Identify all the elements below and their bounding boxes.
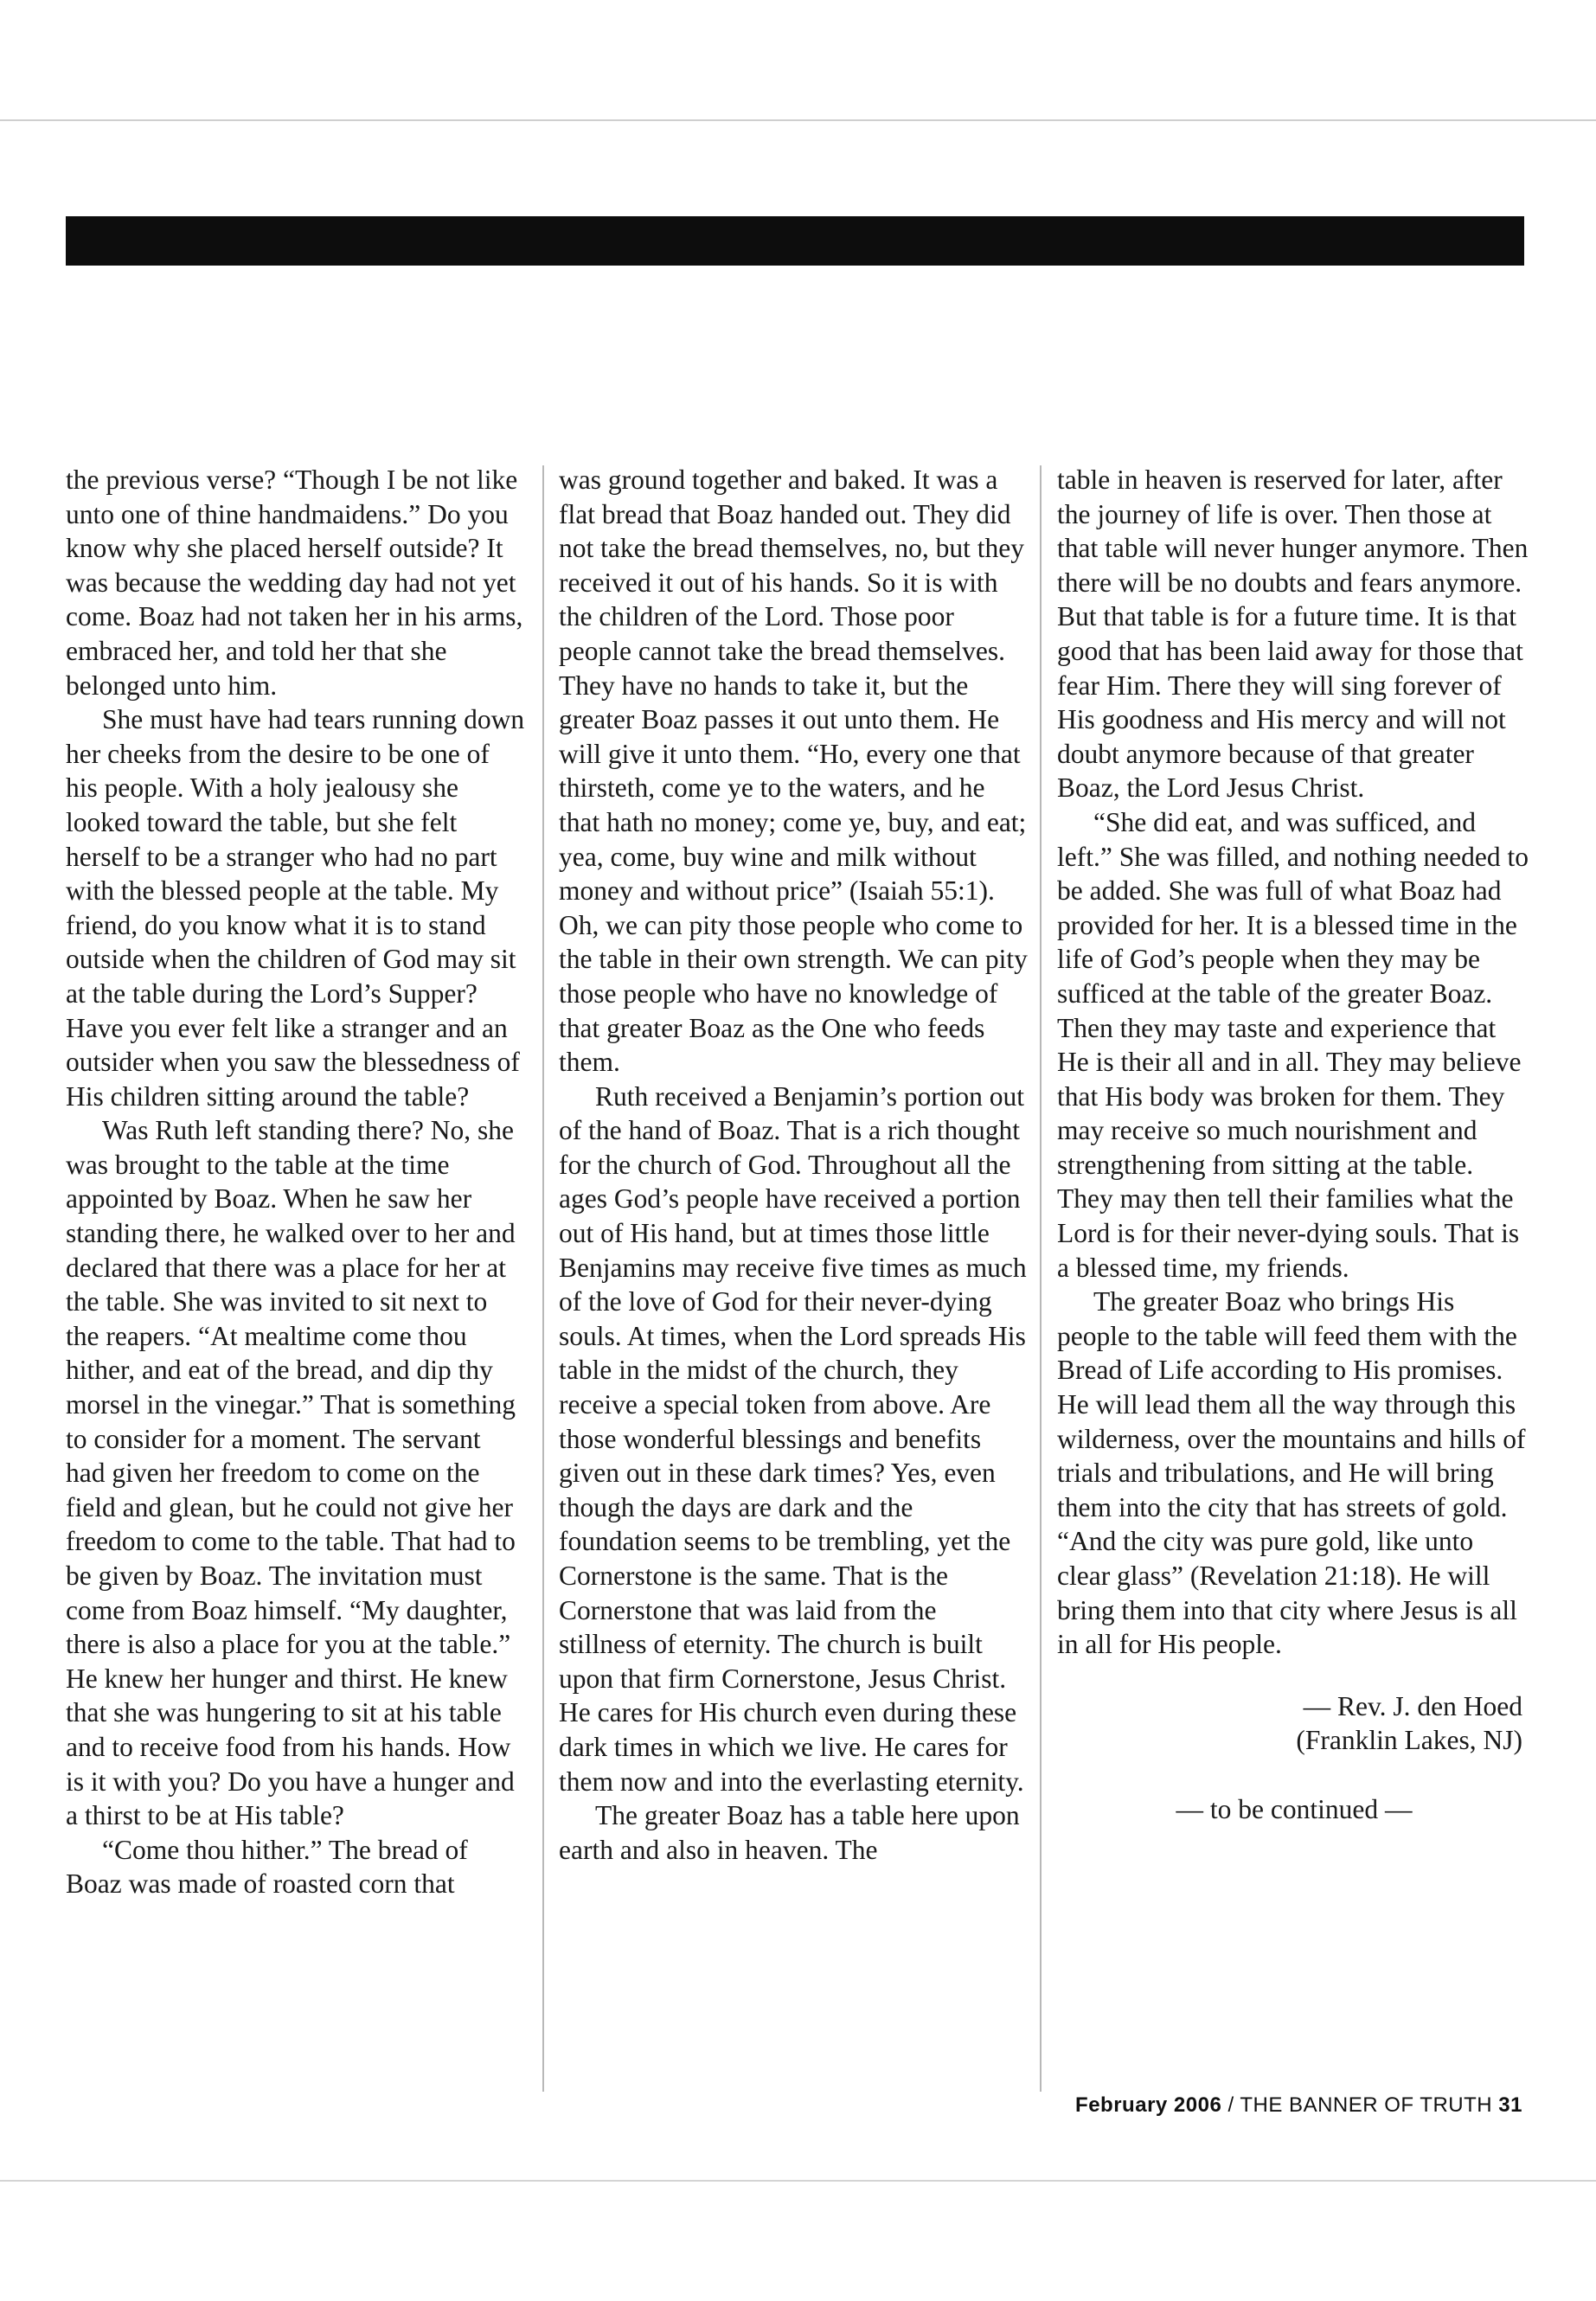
text-column-1 (66, 463, 526, 2106)
header-bar (66, 216, 1524, 266)
paragraph: was ground together and baked. It was a flat bread that Boaz handed out. They did not take the bread themselves, no, but they received it out of his hands. So it is with the children of the Lord. Those poor people cannot take the bread themselves. They have no hands to take it, but the greater Boaz passes it out unto them. He will give it unto them. “Ho, every one that thirsteth, come ye to the waters, and he that hath no money; come ye, buy, and eat; yea, come, buy wine and milk without money and without price” (Isaiah 55:1). Oh, we can pity those people who come to the table in their own strength. We can pity those people who have no knowledge of that greater Boaz as the One who feeds them. (559, 465, 1028, 1078)
top-rule (0, 119, 1596, 121)
author-signoff (1057, 1689, 1531, 1758)
footer-separator: / (1227, 2093, 1234, 2117)
to-be-continued: — to be continued — (1176, 1793, 1413, 1824)
paragraph: table in heaven is reserved for later, after the journey of life is over. Then those at that table will never hunger anymore. Then there will be no doubts and fears anymore. But that table is for a future time. It is that good that has been laid away for those that fear Him. There they will sing forever of His goodness and His mercy and will not doubt anymore because of that greater Boaz, the Lord Jesus Christ. (1057, 465, 1529, 804)
page-number: 31 (1498, 2093, 1522, 2117)
text-column-2 (559, 463, 1030, 2106)
issue-date: February 2006 (1075, 2093, 1222, 2117)
bottom-rule (0, 2180, 1596, 2182)
paragraph: “She did eat, and was sufficed, and left.” She was filled, and nothing needed to be added. She was full of what Boaz had provided for her. It is a blessed time in the life of God’s people when they may be sufficed at the table of the greater Boaz. Then they may taste and experience that He is their all and in all. They may believe that His body was broken for them. They may receive so much nourishment and strengthening from sitting at the table. They may then tell their families what the Lord is for their never-dying souls. That is a blessed time, my friends. (1057, 806, 1529, 1283)
page-footer (1038, 2093, 1522, 2118)
author-name: — Rev. J. den Hoed (1303, 1690, 1522, 1721)
paragraph: She must have had tears running down her cheeks from the desire to be one of his people. With a holy jealousy she looked toward the table, but she felt herself to be a stranger who had no part with the blessed people at the table. My friend, do you know what it is to stand outside when the children of God may sit at the table during the Lord’s Supper? Have you ever felt like a stranger and an outsider when you saw the blessedness of His children sitting around the table? (66, 704, 525, 1112)
paragraph: Ruth received a Benjamin’s portion out of the hand of Boaz. That is a rich thought for the church of God. Throughout all the ages God’s people have received a portion out of His hand, but at times those little Benjamins may receive five times as much of the love of God for their never-dying souls. At times, when the Lord spreads His table in the midst of the church, they receive a special token from above. Are those wonderful blessings and benefits given out in these dark times? Yes, even though the days are dark and the foundation seems to be trembling, yet the Cornerstone is the same. That is the Cornerstone that was laid from the stillness of eternity. The church is built upon that firm Cornerstone, Jesus Christ. He cares for His church even during these dark times in which we live. He cares for them now and into the everlasting eternity. (559, 1080, 1027, 1797)
paragraph: The greater Boaz who brings His people to the table will feed them with the Bread of Life according to His promises. He will lead them all the way through this wilderness, over the mountains and hills of trials and tribulations, and He will bring them into the city that has streets of gold. “And the city was pure gold, like unto clear glass” (Revelation 21:18). He will bring them into that city where Jesus is all in all for His people. (1057, 1286, 1526, 1660)
paragraph: Was Ruth left standing there? No, she was brought to the table at the time appointed by Boaz. When he saw her standing there, he walked over to her and declared that there was a place for her at the table. She was invited to sit next to the reapers. “At mealtime come thou hither, and eat of the bread, and dip thy morsel in the vinegar.” That is something to consider for a moment. The servant had given her freedom to come on the field and glean, but he could not give her freedom to come to the table. That had to be given by Boaz. The invitation must come from Boaz himself. “My daughter, there is also a place for you at the table.” He knew her hunger and thirst. He knew that she was hungering to sit at his table and to receive food from his hands. How is it with you? Do you have a hunger and a thirst to be at His table? (66, 1115, 516, 1831)
paragraph: “Come thou hither.” The bread of Boaz was made of roasted corn that (66, 1834, 468, 1900)
paragraph: The greater Boaz has a table here upon earth and also in heaven. The (559, 1800, 1020, 1865)
column-divider (542, 465, 544, 2092)
paragraph: the previous verse? “Though I be not like unto one of thine handmaidens.” Do you know why she placed herself outside? It was because the wedding day had not yet come. Boaz had not taken her in his arms, embraced her, and told her that she belonged unto him. (66, 465, 523, 701)
column-divider (1040, 465, 1042, 2092)
publication-title: THE BANNER OF TRUTH (1240, 2093, 1493, 2117)
text-column-3 (1057, 463, 1531, 2106)
author-location: (Franklin Lakes, NJ) (1296, 1725, 1522, 1756)
